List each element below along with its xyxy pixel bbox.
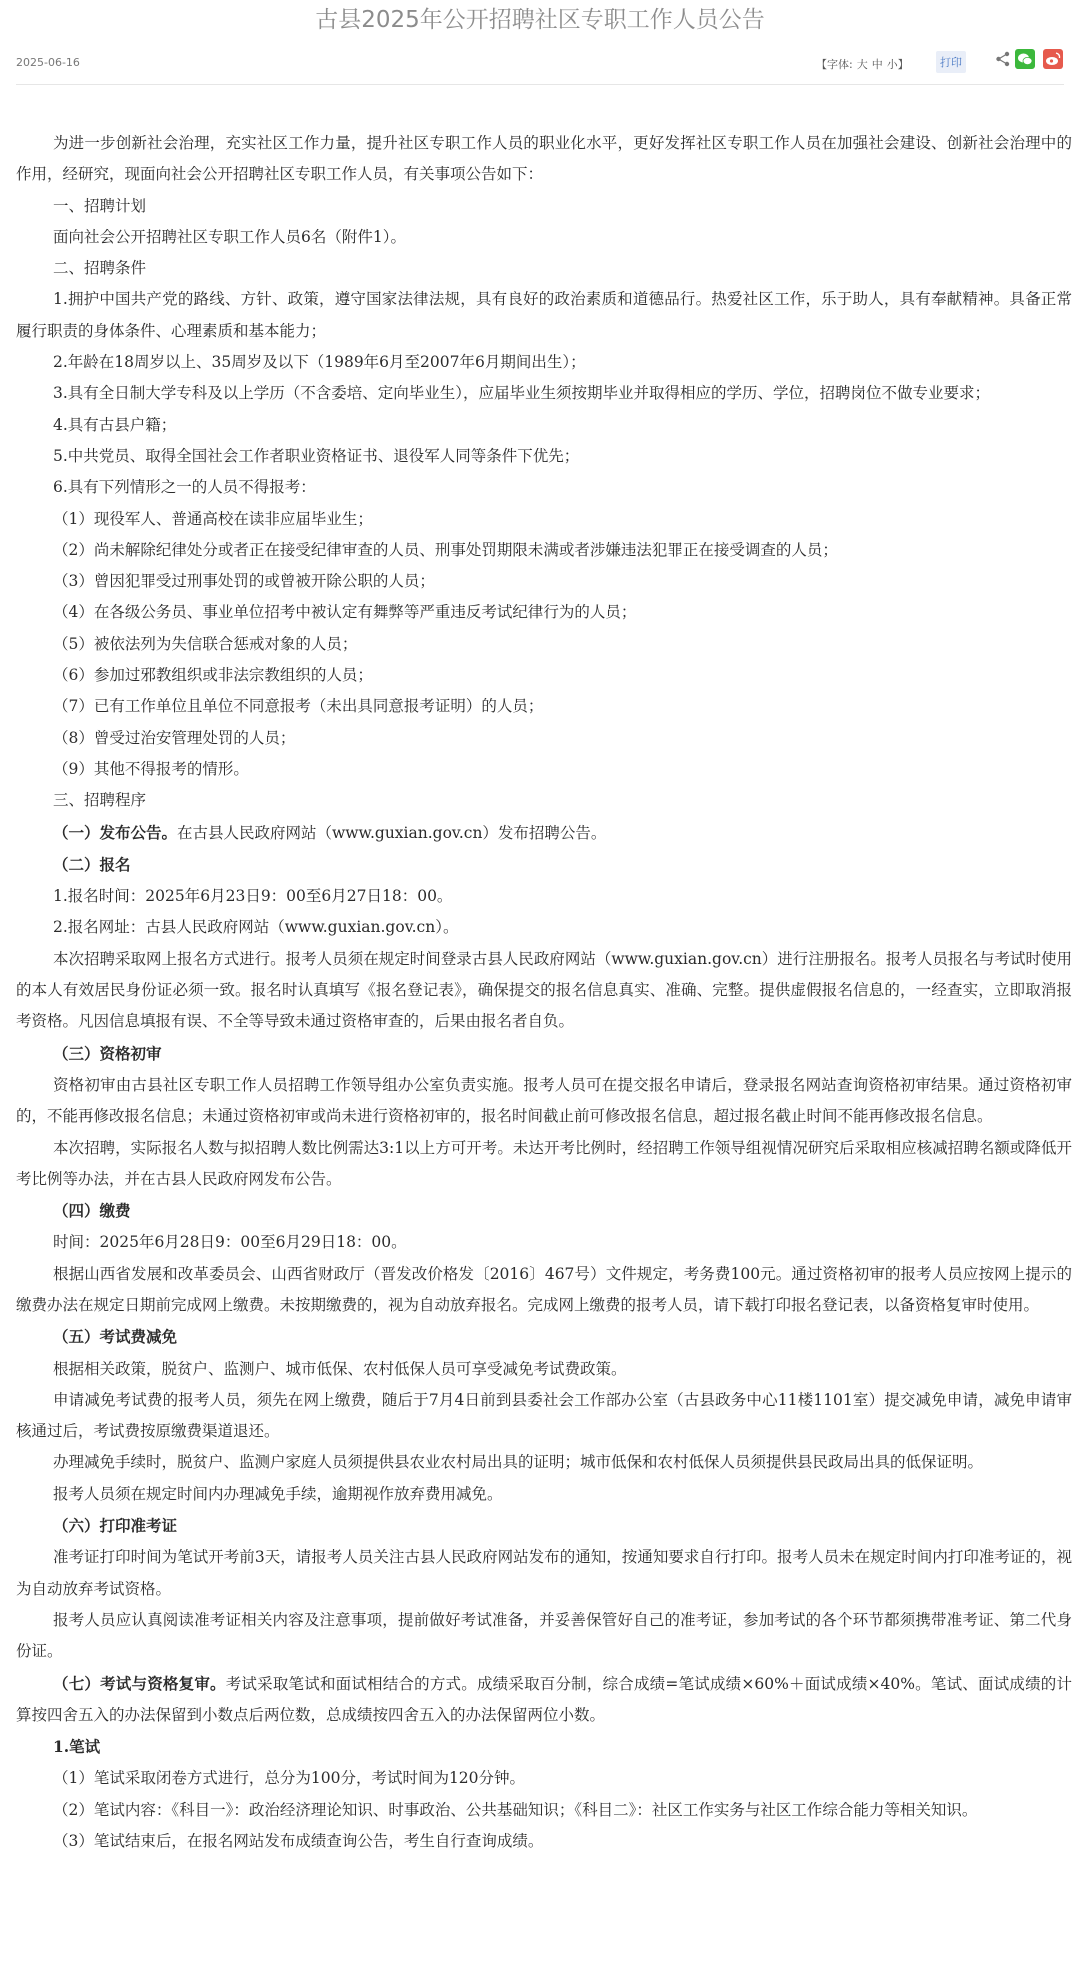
paragraph-text: 1.拥护中国共产党的路线、方针、政策，遵守国家法律法规，具有良好的政治素质和道德品行。热爱社区工作，乐于助人，具有奉献精神。具备正常履行职责的身体条件、心理素质和基本能力； (16, 290, 1072, 340)
paragraph-text: 面向社会公开招聘社区专职工作人员6名（附件1）。 (53, 227, 406, 246)
paragraph-text: 为进一步创新社会治理，充实社区工作力量，提升社区专职工作人员的职业化水平，更好发挥社区专职工作人员在加强社会建设、创新社会治理中的作用，经研究，现面向社会公开招聘社区专职工作人员，有关事项公告如下： (16, 134, 1072, 184)
paragraph (16, 912, 1072, 943)
paragraph-text: 本次招聘，实际报名人数与拟招聘人数比例需达3:1以上方可开考。未达开考比例时，经招聘工作领导组视情况研究后采取相应核减招聘名额或降低开考比例等办法，并在古县人民政府网发布公告。 (16, 1138, 1072, 1188)
paragraph (16, 410, 1072, 441)
font-size-small-button[interactable]: 小】 (886, 58, 909, 71)
paragraph (16, 535, 1072, 566)
paragraph (16, 222, 1072, 253)
font-size-large-button[interactable]: 大 (856, 58, 868, 71)
paragraph (16, 253, 1072, 284)
paragraph-text: 3.具有全日制大学专科及以上学历（不含委培、定向毕业生），应届毕业生须按期毕业并取得相应的学历、学位，招聘岗位不做专业要求； (53, 384, 991, 403)
paragraph (16, 660, 1072, 691)
paragraph-text: 报考人员应认真阅读准考证相关内容及注意事项，提前做好考试准备，并妥善保管好自己的准考证，参加考试的各个环节都须携带准考证、第二代身份证。 (16, 1610, 1072, 1661)
paragraph-text: 三、招聘程序 (53, 791, 147, 810)
paragraph (16, 1826, 1072, 1857)
paragraph (16, 284, 1072, 347)
paragraph-text: 二、招聘条件 (53, 259, 147, 278)
paragraph (16, 1195, 1072, 1227)
font-size-medium-button[interactable]: 中 (871, 58, 883, 71)
paragraph-text: 考试采取笔试和面试相结合的方式。成绩采取百分制，综合成绩=笔试成绩×60%＋面试成绩×40%。笔试、面试成绩的计算按四舍五入的办法保留到小数点后两位数，总成绩按四舍五入的办法保留两位小数。 (16, 1674, 1072, 1724)
paragraph (16, 1321, 1072, 1353)
paragraph (16, 191, 1072, 222)
paragraph (16, 566, 1072, 597)
publish-date: 2025-06-16 (16, 56, 80, 69)
paragraph-heading: （二）报名 (53, 854, 131, 874)
paragraph-text: （5）被依法列为失信联合惩戒对象的人员； (53, 634, 358, 653)
weibo-share-icon[interactable] (1043, 49, 1063, 69)
paragraph (16, 691, 1072, 722)
paragraph (16, 1763, 1072, 1794)
paragraph-heading: （四）缴费 (53, 1201, 131, 1221)
paragraph (16, 881, 1072, 912)
paragraph-heading: （一）发布公告。 (53, 822, 178, 842)
paragraph-text: （6）参加过邪教组织或非法宗教组织的人员； (53, 666, 373, 685)
paragraph (16, 1542, 1072, 1605)
paragraph-text: 本次招聘采取网上报名方式进行。报考人员须在规定时间登录古县人民政府网站（www.guxian.gov.cn）进行注册报名。报考人员报名与考试时使用的本人有效居民身份证必须一致。报名时认真填写《报名登记表》，确保提交的报名信息真实、准确、完整。提供虚假报名信息的，一经查实，立即取消报考资格。凡因信息填报有误、不全等导致未通过资格审查的，后果由报名者自负。 (16, 949, 1072, 1031)
print-button[interactable]: 打印 (936, 51, 966, 73)
paragraph-heading: 1.笔试 (53, 1737, 101, 1757)
paragraph-text: 时间：2025年6月28日9：00至6月29日18：00。 (53, 1233, 407, 1252)
paragraph-text: 5.中共党员、取得全国社会工作者职业资格证书、退役军人同等条件下优先； (53, 446, 580, 465)
paragraph (16, 1795, 1072, 1826)
paragraph-heading: （六）打印准考证 (53, 1516, 178, 1536)
paragraph-text: 资格初审由古县社区专职工作人员招聘工作领导组办公室负责实施。报考人员可在提交报名申请后，登录报名网站查询资格初审结果。通过资格初审的，不能再修改报名信息；未通过资格初审或尚未进行资格初审的，报名时间截止前可修改报名信息，超过报名截止时间不能再修改报名信息。 (16, 1075, 1072, 1126)
paragraph-heading: （五）考试费减免 (53, 1327, 178, 1347)
paragraph (16, 1731, 1072, 1763)
paragraph (16, 754, 1072, 785)
paragraph (16, 128, 1072, 191)
paragraph-text: 1.报名时间：2025年6月23日9：00至6月27日18：00。 (53, 887, 453, 906)
paragraph-heading: （三）资格初审 (53, 1043, 162, 1063)
paragraph (16, 944, 1072, 1038)
wechat-share-icon[interactable] (1015, 49, 1035, 69)
paragraph (16, 597, 1072, 628)
paragraph (16, 1385, 1072, 1448)
article-body (16, 128, 1072, 1857)
paragraph-text: （7）已有工作单位且单位不同意报考（未出具同意报考证明）的人员； (53, 697, 544, 716)
paragraph (16, 378, 1072, 409)
paragraph (16, 347, 1072, 378)
paragraph (16, 1259, 1072, 1322)
paragraph (16, 472, 1072, 503)
paragraph (16, 1479, 1072, 1510)
paragraph-text: 根据山西省发展和改革委员会、山西省财政厅（晋发改价格发〔2016〕467号）文件规定，考务费100元。通过资格初审的报考人员应按网上提示的缴费办法在规定日期前完成网上缴费。未按期缴费的，视为自动放弃报名。完成网上缴费的报考人员，请下载打印报名登记表，以备资格复审时使用。 (16, 1264, 1072, 1314)
paragraph-text: （1）笔试采取闭卷方式进行，总分为100分，考试时间为120分钟。 (53, 1769, 526, 1788)
paragraph-text: 在古县人民政府网站（www.guxian.gov.cn）发布招聘公告。 (177, 823, 607, 842)
paragraph-heading: （七）考试与资格复审。 (53, 1673, 226, 1693)
paragraph-text: 报考人员须在规定时间内办理减免手续，逾期视作放弃费用减免。 (53, 1484, 503, 1503)
paragraph (16, 441, 1072, 472)
paragraph-text: 办理减免手续时，脱贫户、监测户家庭人员须提供县农业农村局出具的证明；城市低保和农村低保人员须提供县民政局出具的低保证明。 (53, 1453, 984, 1472)
paragraph (16, 723, 1072, 754)
paragraph-text: 根据相关政策，脱贫户、监测户、城市低保、农村低保人员可享受减免考试费政策。 (53, 1359, 627, 1378)
paragraph (16, 629, 1072, 660)
paragraph-text: （8）曾受过治安管理处罚的人员； (53, 728, 296, 747)
paragraph-text: 申请减免考试费的报考人员，须先在网上缴费，随后于7月4日前到县委社会工作部办公室（古县政务中心11楼1101室）提交减免申请，减免申请审核通过后，考试费按原缴费渠道退还。 (16, 1390, 1072, 1441)
paragraph-text: 2.年龄在18周岁以上、35周岁及以下（1989年6月至2007年6月期间出生）； (53, 353, 586, 372)
paragraph-text: （4）在各级公务员、事业单位招考中被认定有舞弊等严重违反考试纪律行为的人员； (53, 603, 637, 622)
paragraph-text: 准考证打印时间为笔试开考前3天，请报考人员关注古县人民政府网站发布的通知，按通知要求自行打印。报考人员未在规定时间内打印准考证的，视为自动放弃考试资格。 (16, 1548, 1072, 1598)
paragraph (16, 849, 1072, 881)
paragraph (16, 1070, 1072, 1133)
paragraph-text: （2）笔试内容：《科目一》：政治经济理论知识、时事政治、公共基础知识；《科目二》：社区工作实务与社区工作综合能力等相关知识。 (53, 1800, 978, 1819)
paragraph (16, 817, 1072, 849)
font-size-switcher (812, 56, 909, 72)
paragraph-text: 6.具有下列情形之一的人员不得报考： (53, 478, 316, 497)
paragraph (16, 1227, 1072, 1258)
paragraph (16, 1133, 1072, 1196)
paragraph-text: （1）现役军人、普通高校在读非应届毕业生； (53, 509, 373, 528)
paragraph (16, 1668, 1072, 1732)
paragraph (16, 1510, 1072, 1542)
paragraph (16, 785, 1072, 816)
paragraph-text: 2.报名网址：古县人民政府网站（www.guxian.gov.cn）。 (53, 918, 459, 937)
paragraph-text: 一、招聘计划 (53, 196, 147, 215)
paragraph (16, 1038, 1072, 1070)
paragraph-text: （9）其他不得报考的情形。 (53, 759, 249, 778)
font-size-label: 【字体: (816, 58, 853, 71)
paragraph (16, 1447, 1072, 1478)
paragraph (16, 1354, 1072, 1385)
paragraph-text: （3）曾因犯罪受过刑事处罚的或曾被开除公职的人员； (53, 572, 435, 591)
paragraph-text: （2）尚未解除纪律处分或者正在接受纪律审查的人员、刑事处罚期限未满或者涉嫌违法犯罪正在接受调查的人员； (53, 540, 838, 559)
paragraph (16, 1605, 1072, 1668)
paragraph-text: 4.具有古县户籍； (53, 415, 177, 434)
share-icon[interactable] (994, 50, 1012, 68)
paragraph (16, 504, 1072, 535)
article-meta-bar (16, 48, 1064, 85)
page-title: 古县2025年公开招聘社区专职工作人员公告 (315, 7, 765, 33)
paragraph-text: （3）笔试结束后，在报名网站发布成绩查询公告，考生自行查询成绩。 (53, 1832, 544, 1851)
